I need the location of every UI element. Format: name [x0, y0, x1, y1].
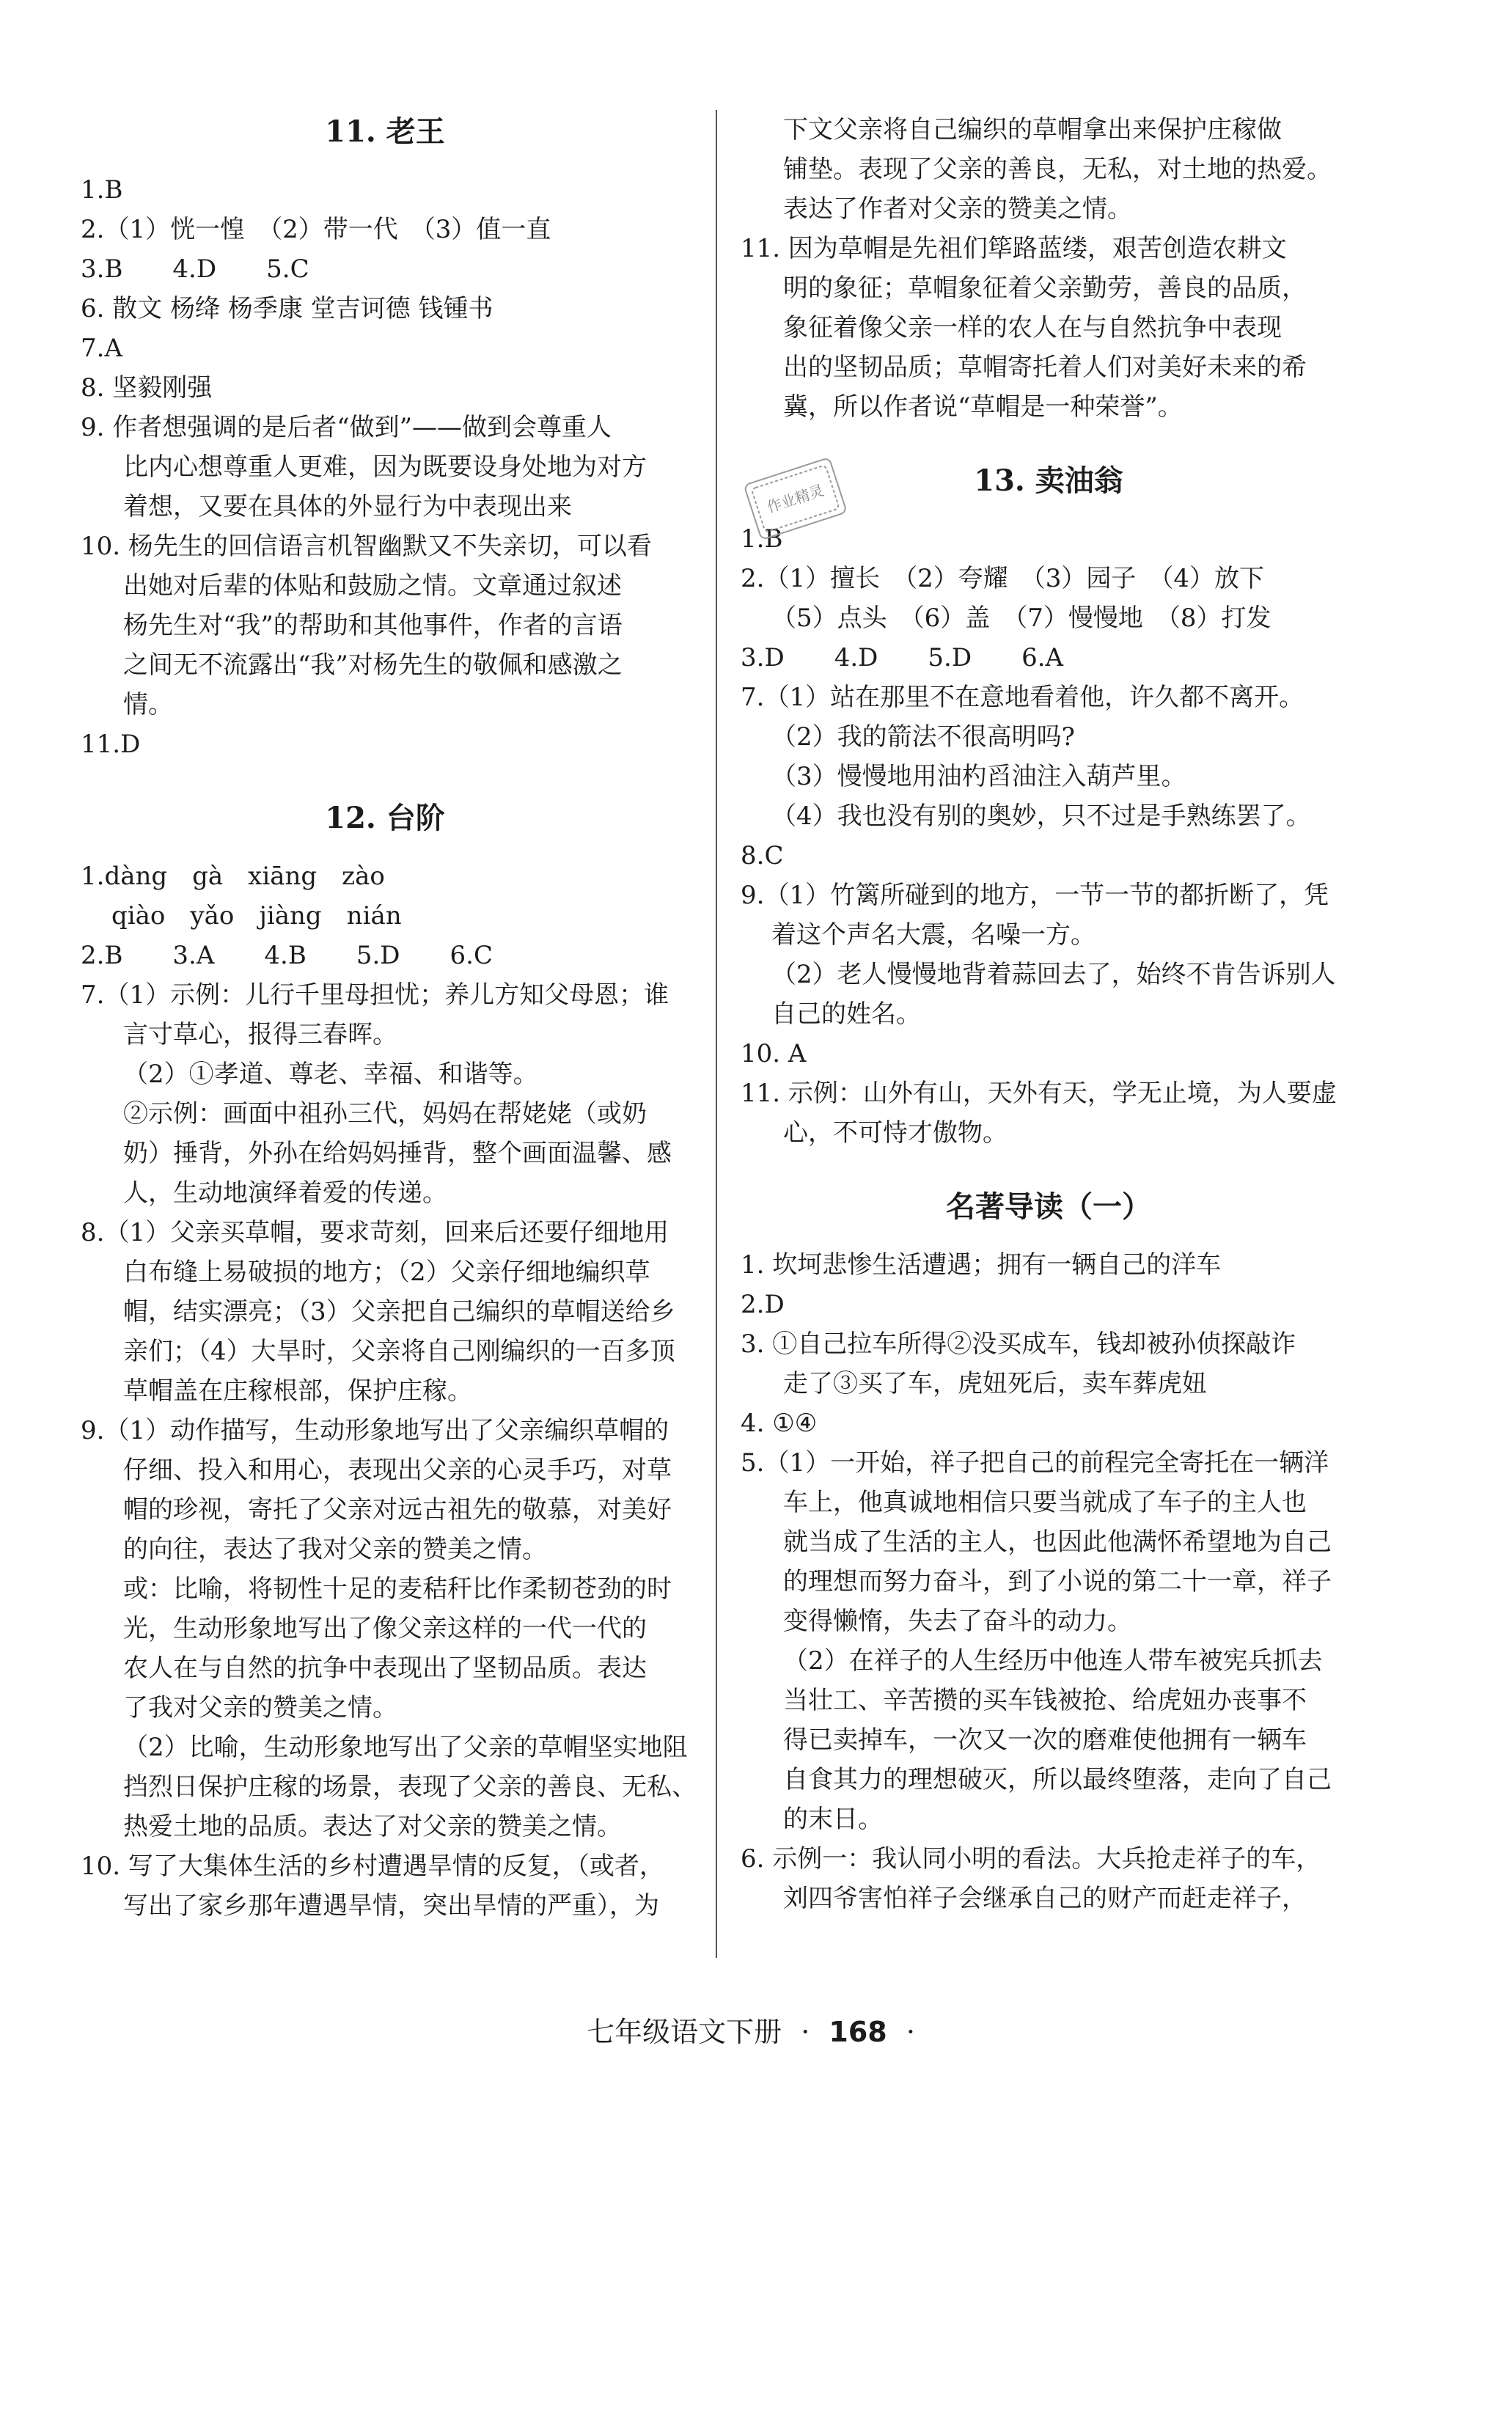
answer-line: 2.（1）恍一惶 （2）带一代 （3）值一直	[81, 215, 551, 244]
answer-line: 下文父亲将自己编织的草帽拿出来保护庄稼做	[783, 115, 1282, 144]
right-column	[741, 110, 1357, 1918]
page-footer	[0, 2009, 1512, 2050]
answer-line: 铺垫。表现了父亲的善良，无私，对土地的热爱。	[783, 155, 1332, 184]
section-title-12: 12. 台阶	[325, 801, 445, 835]
answer-line: 了我对父亲的赞美之情。	[123, 1693, 397, 1723]
answer-line: 热爱土地的品质。表达了对父亲的赞美之情。	[123, 1812, 622, 1841]
answer-line: 之间无不流露出“我”对杨先生的敬佩和感激之	[123, 650, 623, 680]
answer-line: 或：比喻，将韧性十足的麦秸秆比作柔韧苍劲的时	[123, 1574, 672, 1604]
answer-line: 10. A	[741, 1039, 807, 1068]
answer-line: 自己的姓名。	[771, 999, 921, 1029]
answer-line: 的末日。	[783, 1805, 883, 1834]
answer-line: 挡烈日保护庄稼的场景，表现了父亲的善良、无私、	[123, 1772, 697, 1802]
answer-line: 奶）捶背，外孙在给妈妈捶背，整个画面温馨、感	[123, 1139, 672, 1168]
answer-line: 着想，又要在具体的外显行为中表现出来	[123, 492, 572, 521]
answer-line: 表达了作者对父亲的赞美之情。	[783, 194, 1132, 224]
answer-line: 情。	[123, 690, 173, 719]
answer-line: （5）点头 （6）盖 （7）慢慢地 （8）打发	[771, 604, 1271, 633]
answer-line: 10. 杨先生的回信语言机智幽默又不失亲切，可以看	[81, 532, 652, 561]
answer-line: 白布缝上易破损的地方；（2）父亲仔细地编织草	[123, 1258, 650, 1287]
answer-line: （2）老人慢慢地背着蒜回去了，始终不肯告诉别人	[771, 960, 1336, 989]
answer-line: 3.B 4.D 5.C	[81, 254, 309, 284]
answer-line: （2）①孝道、尊老、幸福、和谐等。	[123, 1060, 538, 1089]
answer-line: 9.（1）竹篱所碰到的地方，一节一节的都折断了，凭	[741, 881, 1329, 910]
answer-line: 3.D 4.D 5.D 6.A	[741, 643, 1064, 672]
answer-line: 仔细、投入和用心，表现出父亲的心灵手巧，对草	[123, 1456, 672, 1485]
answer-line: 7.（1）示例：儿行千里母担忧；养儿方知父母恩；谁	[81, 980, 669, 1010]
column-divider	[716, 110, 717, 1958]
answer-line: 11. 示例：山外有山，天外有天，学无止境，为人要虚	[741, 1079, 1337, 1108]
answer-line: 农人在与自然的抗争中表现出了坚韧品质。表达	[123, 1654, 647, 1683]
answer-line: 1. 坎坷悲惨生活遭遇；拥有一辆自己的洋车	[741, 1250, 1222, 1280]
footer-dot: ·	[801, 2016, 810, 2048]
answer-line: 光，生动形象地写出了像父亲这样的一代一代的	[123, 1614, 647, 1643]
answer-line: 1.dàng gà xiāng zào	[81, 862, 385, 891]
answer-line: 得已卖掉车，一次又一次的磨难使他拥有一辆车	[783, 1725, 1307, 1755]
answer-line: ②示例：画面中祖孙三代，妈妈在帮姥姥（或奶	[123, 1099, 647, 1129]
answer-line: 7.（1）站在那里不在意地看着他，许久都不离开。	[741, 683, 1304, 712]
page-number: 168	[829, 2016, 887, 2048]
section-title-13: 13. 卖油翁	[974, 463, 1123, 498]
answer-line: 6. 示例一：我认同小明的看法。大兵抢走祥子的车，	[741, 1844, 1321, 1874]
answer-line: 冀，所以作者说“草帽是一种荣誉”。	[783, 392, 1183, 422]
answer-line: 比内心想尊重人更难，因为既要设身处地为对方	[123, 452, 647, 482]
answer-line: 10. 写了大集体生活的乡村遭遇旱情的反复，（或者，	[81, 1852, 664, 1881]
answer-line: 2.D	[741, 1290, 785, 1319]
answer-line: 杨先生对“我”的帮助和其他事件，作者的言语	[123, 611, 623, 640]
answer-line: 当壮工、辛苦攒的买车钱被抢、给虎妞办丧事不	[783, 1686, 1307, 1715]
answer-line: 走了③买了车，虎妞死后，卖车葬虎妞	[783, 1369, 1207, 1398]
watermark-stamp-icon	[741, 458, 851, 540]
answer-line: 心，不可恃才傲物。	[783, 1118, 1008, 1148]
answer-line: 9. 作者想强调的是后者“做到”——做到会尊重人	[81, 413, 612, 442]
answer-line: 6. 散文 杨绛 杨季康 堂吉诃德 钱锺书	[81, 294, 493, 323]
answer-line: 刘四爷害怕祥子会继承自己的财产而赶走祥子，	[783, 1884, 1307, 1913]
answer-line: 8.C	[741, 841, 784, 870]
answer-line: 自食其力的理想破灭，所以最终堕落，走向了自己	[783, 1765, 1332, 1794]
answer-line: 帽的珍视，寄托了父亲对远古祖先的敬慕，对美好	[123, 1495, 672, 1525]
answer-line: 8.（1）父亲买草帽，要求苛刻，回来后还要仔细地用	[81, 1218, 669, 1247]
stamp-text: 作业精灵	[764, 481, 826, 516]
answer-line: （3）慢慢地用油杓舀油注入葫芦里。	[771, 762, 1186, 791]
answer-line: 7.A	[81, 334, 122, 363]
answer-line: 言寸草心，报得三春晖。	[123, 1020, 397, 1049]
answer-line: 11.D	[81, 730, 141, 759]
answer-line: 就当成了生活的主人，也因此他满怀希望地为自己	[783, 1527, 1332, 1557]
answer-line: 1.B	[81, 175, 123, 205]
answer-line: 着这个声名大震，名噪一方。	[771, 920, 1096, 950]
section-title-11: 11. 老王	[325, 114, 445, 149]
footer-dot: ·	[906, 2016, 915, 2048]
answer-line: qiào yǎo jiàng nián	[111, 901, 402, 931]
answer-line: 明的象征；草帽象征着父亲勤劳，善良的品质，	[783, 274, 1307, 303]
answer-line: 的向往，表达了我对父亲的赞美之情。	[123, 1535, 547, 1564]
answer-line: 草帽盖在庄稼根部，保护庄稼。	[123, 1376, 472, 1406]
answer-line: 人，生动地演绎着爱的传递。	[123, 1178, 447, 1208]
answer-line: 帽，结实漂亮；（3）父亲把自己编织的草帽送给乡	[123, 1297, 675, 1327]
answer-line: 亲们；（4）大旱时，父亲将自己刚编织的一百多顶	[123, 1337, 675, 1366]
answer-line: 的理想而努力奋斗，到了小说的第二十一章，祥子	[783, 1567, 1332, 1596]
answer-line: 2.（1）擅长 （2）夸耀 （3）园子 （4）放下	[741, 564, 1264, 593]
answer-line: 出她对后辈的体贴和鼓励之情。文章通过叙述	[123, 571, 622, 601]
answer-line: 1.B	[741, 524, 783, 554]
section-title-mingzhu: 名著导读（一）	[946, 1189, 1151, 1224]
answer-line: 象征着像父亲一样的农人在与自然抗争中表现	[783, 313, 1282, 342]
answer-line: 4. ①④	[741, 1409, 818, 1438]
book-title: 七年级语文下册	[587, 2016, 782, 2048]
answer-line: 2.B 3.A 4.B 5.D 6.C	[81, 941, 493, 970]
answer-line: （2）在祥子的人生经历中他连人带车被宪兵抓去	[783, 1646, 1323, 1676]
answer-line: 车上，他真诚地相信只要当就成了车子的主人也	[783, 1488, 1307, 1517]
answer-line: 3. ①自己拉车所得②没买成车，钱却被孙侦探敲诈	[741, 1329, 1296, 1359]
answer-line: 9.（1）动作描写，生动形象地写出了父亲编织草帽的	[81, 1416, 669, 1445]
answer-line: 8. 坚毅刚强	[81, 373, 213, 403]
answer-line: 出的坚韧品质；草帽寄托着人们对美好未来的希	[783, 353, 1307, 382]
answer-line: 写出了家乡那年遭遇旱情，突出旱情的严重），为	[123, 1891, 659, 1920]
answer-line: 11. 因为草帽是先祖们筚路蓝缕，艰苦创造农耕文	[741, 234, 1287, 263]
answer-line: 变得懒惰，失去了奋斗的动力。	[783, 1607, 1132, 1636]
answer-line: （2）比喻，生动形象地写出了父亲的草帽坚实地阻	[123, 1733, 688, 1762]
left-column	[81, 110, 697, 1926]
answer-line: 5.（1）一开始，祥子把自己的前程完全寄托在一辆洋	[741, 1448, 1329, 1478]
answer-line: （4）我也没有别的奥妙，只不过是手熟练罢了。	[771, 801, 1311, 831]
answer-line: （2）我的箭法不很高明吗?	[771, 722, 1075, 752]
